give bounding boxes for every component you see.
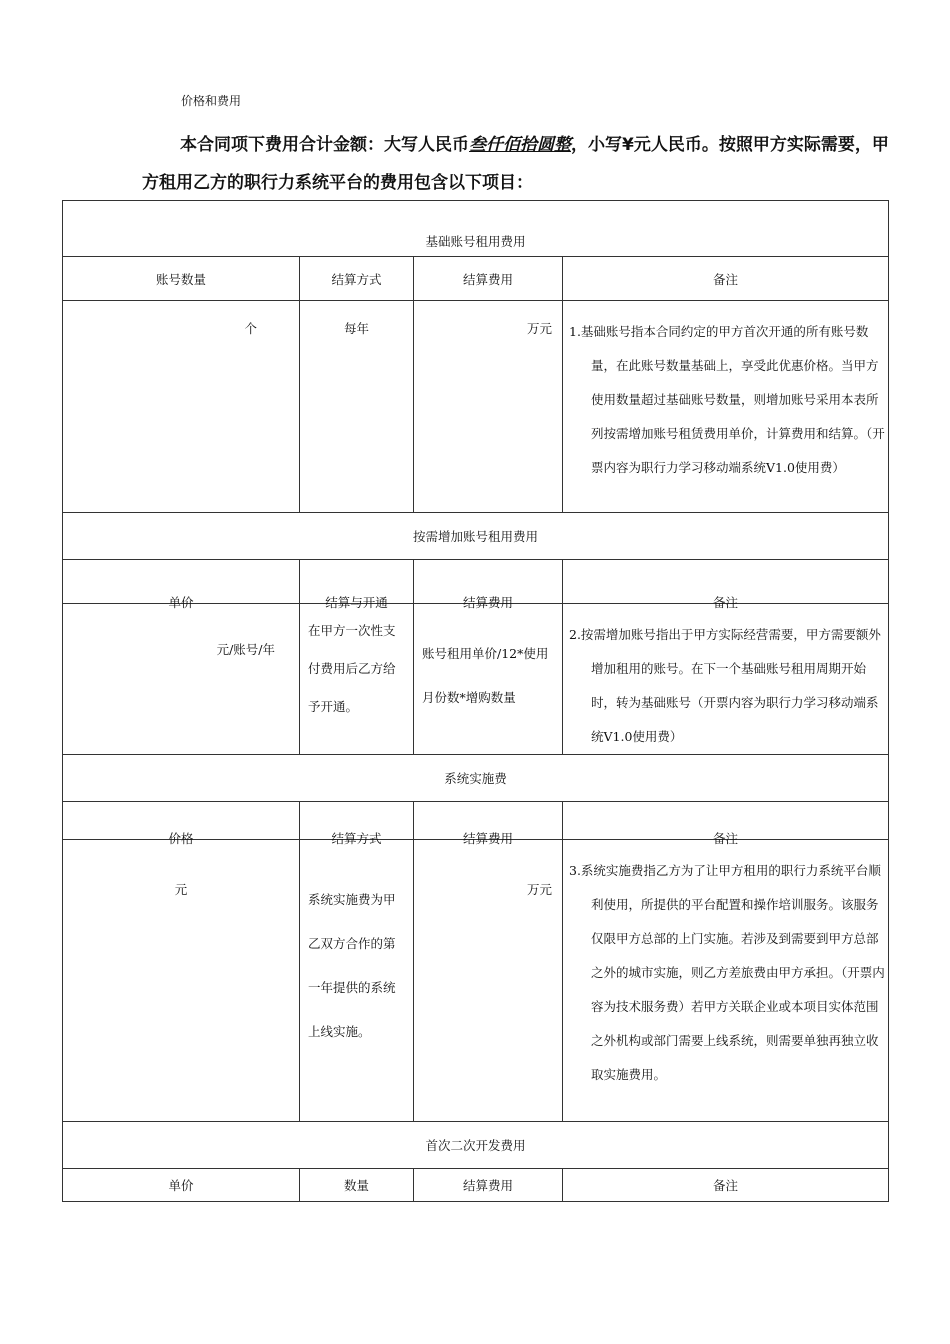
section-implementation-title: 系统实施费 xyxy=(63,755,889,802)
header-cell: 备注 xyxy=(563,257,889,301)
data-row-basic xyxy=(63,301,889,513)
header-cell xyxy=(63,802,300,846)
section-row-extra xyxy=(63,513,889,560)
intro-after: ，小写¥元人民币。按照甲方实际需要，甲方租用乙方的职行力系统平台的费用包含以下项目： xyxy=(142,135,889,193)
settlement-method-cell: 每年 xyxy=(300,301,414,513)
header-label: 结算费用 xyxy=(462,595,513,610)
header-cell: 结算费用 xyxy=(414,1169,563,1202)
header-row-implementation xyxy=(63,802,889,840)
header-cell: 结算方式 xyxy=(300,257,414,301)
data-row-extra xyxy=(63,604,889,755)
section-basic-title: 基础账号租用费用 xyxy=(63,201,889,257)
header-label: 结算与开通 xyxy=(325,595,388,610)
note-cell: 3.系统实施费指乙方为了让甲方租用的职行力系统平台顺利使用，所提供的平台配置和操作培训服务。该服务仅限甲方总部的上门实施。若涉及到需要到甲方总部之外的城市实施，则乙方差旅费由甲方承担。（开票内容为技术服务费）若甲方关联企业或本项目实体范围之外机构或部门需要上线系统，则需要单独再独立收取实施费用。 xyxy=(563,840,889,1122)
settlement-fee-cell: 账号租用单价/12*使用月份数*增购数量 xyxy=(414,604,563,755)
header-row-extra xyxy=(63,560,889,604)
header-cell xyxy=(300,802,414,846)
header-cell xyxy=(300,560,414,610)
header-label: 备注 xyxy=(713,595,739,610)
account-count-cell: 个 xyxy=(63,301,300,513)
header-cell xyxy=(563,802,889,846)
header-row-basic xyxy=(63,257,889,301)
settlement-activation-cell: 在甲方一次性支付费用后乙方给予开通。 xyxy=(300,604,414,755)
section-row-development xyxy=(63,1122,889,1169)
header-cell: 结算费用 xyxy=(414,257,563,301)
settlement-method-cell: 系统实施费为甲乙双方合作的第一年提供的系统上线实施。 xyxy=(300,840,414,1122)
section-extra-title: 按需增加账号租用费用 xyxy=(63,513,889,560)
section-title: 价格和费用 xyxy=(181,94,242,108)
note-cell: 2.按需增加账号指出于甲方实际经营需要，甲方需要额外增加租用的账号。在下一个基础账号租用周期开始时，转为基础账号（开票内容为职行力学习移动端系统V1.0使用费） xyxy=(563,604,889,755)
header-label: 结算费用 xyxy=(462,831,513,846)
intro-paragraph xyxy=(142,126,890,202)
unit-price-cell: 元/账号/年 xyxy=(63,604,300,755)
header-cell: 账号数量 xyxy=(63,257,300,301)
intro-before: 本合同项下费用合计金额：大写人民币 xyxy=(180,135,469,155)
settlement-fee-cell: 万元 xyxy=(414,301,563,513)
header-cell: 单价 xyxy=(63,1169,300,1202)
header-cell xyxy=(63,560,300,610)
section-row-basic xyxy=(63,201,889,257)
section-development-title: 首次二次开发费用 xyxy=(63,1122,889,1169)
fee-table xyxy=(62,200,889,1202)
price-cell: 元 xyxy=(63,840,300,1122)
header-cell: 备注 xyxy=(563,1169,889,1202)
header-row-development xyxy=(63,1169,889,1202)
data-row-implementation xyxy=(63,840,889,1122)
settlement-fee-cell: 万元 xyxy=(414,840,563,1122)
amount-in-words: 叁仟佰拾圆整 xyxy=(469,135,571,155)
header-label: 单价 xyxy=(168,595,194,610)
header-label: 结算方式 xyxy=(331,831,382,846)
header-label: 备注 xyxy=(713,831,739,846)
note-cell: 1.基础账号指本合同约定的甲方首次开通的所有账号数量，在此账号数量基础上，享受此优惠价格。当甲方使用数量超过基础账号数量，则增加账号采用本表所列按需增加账号租赁费用单价，计算费用和结算。（开票内容为职行力学习移动端系统V1.0使用费） xyxy=(563,301,889,513)
header-cell: 数量 xyxy=(300,1169,414,1202)
header-cell xyxy=(563,560,889,610)
header-cell xyxy=(414,802,563,846)
header-label: 价格 xyxy=(168,831,194,846)
section-row-implementation xyxy=(63,755,889,802)
header-cell xyxy=(414,560,563,610)
